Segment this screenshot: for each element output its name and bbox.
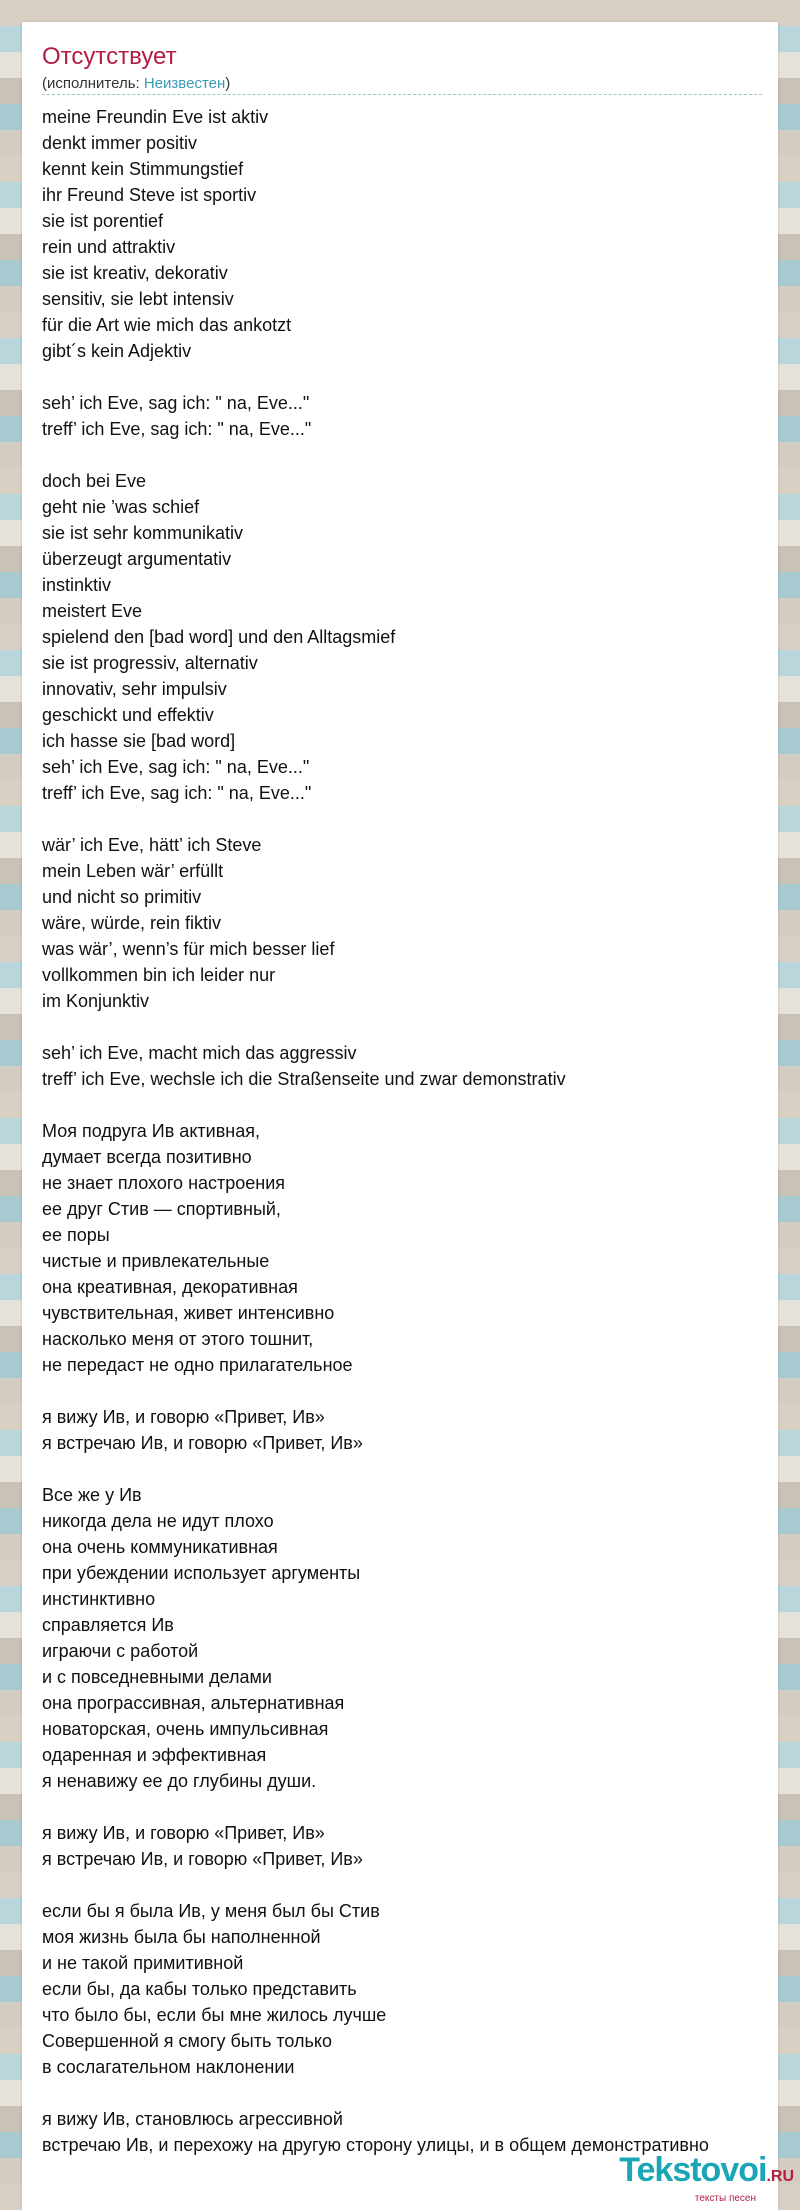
lyric-line: одаренная и эффективная	[42, 1745, 267, 1765]
lyrics-stanza	[42, 1898, 767, 2080]
lyric-line: rein und attraktiv	[42, 237, 176, 257]
lyric-line: instinktiv	[42, 575, 112, 595]
lyric-line: играючи с работой	[42, 1641, 199, 1661]
lyric-line: geschickt und effektiv	[42, 705, 214, 725]
lyric-line: при убеждении использует аргументы	[42, 1563, 361, 1583]
logo-brand-name: Tekstovoi	[619, 2151, 767, 2189]
title-divider	[42, 94, 762, 95]
lyric-line: meistert Eve	[42, 601, 143, 621]
lyric-line: я встречаю Ив, и говорю «Привет, Ив»	[42, 1433, 363, 1453]
lyric-line: überzeugt argumentativ	[42, 549, 232, 569]
lyric-line: не знает плохого настроения	[42, 1173, 286, 1193]
lyric-line: ее поры	[42, 1225, 110, 1245]
lyrics-body	[42, 104, 767, 2184]
lyric-line: geht nie ’was schief	[42, 497, 200, 517]
lyric-line: was wär’, wenn’s für mich besser lief	[42, 939, 335, 959]
lyric-line: sie ist sehr kommunikativ	[42, 523, 244, 543]
lyrics-stanza	[42, 1482, 767, 1794]
lyric-line: новаторская, очень импульсивная	[42, 1719, 329, 1739]
lyric-line: в сослагательном наклонении	[42, 2057, 295, 2077]
lyric-line: wär’ ich Eve, hätt’ ich Steve	[42, 835, 262, 855]
lyric-line: я вижу Ив, и говорю «Привет, Ив»	[42, 1823, 325, 1843]
lyric-line: ich hasse sie [bad word]	[42, 731, 236, 751]
lyrics-stanza	[42, 468, 767, 806]
lyric-line: не передаст не одно прилагательное	[42, 1355, 353, 1375]
lyric-line: никогда дела не идут плохо	[42, 1511, 274, 1531]
lyric-line: vollkommen bin ich leider nur	[42, 965, 276, 985]
lyric-line: ihr Freund Steve ist sportiv	[42, 185, 257, 205]
artist-prefix: (исполнитель:	[42, 75, 144, 92]
lyric-line: если бы я была Ив, у меня был бы Стив	[42, 1901, 380, 1921]
site-logo[interactable]	[619, 2153, 794, 2204]
logo-tld: .RU	[766, 2168, 794, 2185]
lyric-line: инстинктивно	[42, 1589, 156, 1609]
lyric-line: sensitiv, sie lebt intensiv	[42, 289, 234, 309]
lyric-line: чувствительная, живет интенсивно	[42, 1303, 335, 1323]
lyric-line: kennt kein Stimmungstief	[42, 159, 244, 179]
lyric-line: seh’ ich Eve, sag ich: " na, Eve..."	[42, 757, 310, 777]
lyric-line: Совершенной я смогу быть только	[42, 2031, 332, 2051]
lyric-line: doch bei Eve	[42, 471, 147, 491]
lyric-line: она очень коммуникативная	[42, 1537, 278, 1557]
lyric-line: я ненавижу ее до глубины души.	[42, 1771, 317, 1791]
lyric-line: я вижу Ив, и говорю «Привет, Ив»	[42, 1407, 325, 1427]
lyric-line: seh’ ich Eve, macht mich das aggressiv	[42, 1043, 357, 1063]
lyric-line: spielend den [bad word] und den Alltagsmief	[42, 627, 396, 647]
lyrics-stanza	[42, 104, 767, 364]
logo-tagline: тексты песен	[694, 2193, 756, 2204]
lyric-line: справляется Ив	[42, 1615, 174, 1635]
lyric-line: и не такой примитивной	[42, 1953, 244, 1973]
lyric-line: sie ist porentief	[42, 211, 164, 231]
lyric-line: im Konjunktiv	[42, 991, 150, 1011]
lyric-line: что было бы, если бы мне жилось лучше	[42, 2005, 387, 2025]
artist-line	[42, 74, 230, 94]
lyric-line: Моя подруга Ив активная,	[42, 1121, 260, 1141]
lyric-line: она креативная, декоративная	[42, 1277, 298, 1297]
lyrics-stanza	[42, 1118, 767, 1378]
artist-suffix: )	[225, 75, 231, 92]
lyric-line: ее друг Стив — спортивный,	[42, 1199, 281, 1219]
lyrics-stanza	[42, 1040, 767, 1092]
logo-brand	[619, 2153, 794, 2194]
lyric-line: Все же у Ив	[42, 1485, 142, 1505]
lyric-line: чистые и привлекательные	[42, 1251, 270, 1271]
lyric-line: встречаю Ив, и перехожу на другую сторону улицы, и в общем демонстративно	[42, 2135, 709, 2155]
lyric-line: она програссивная, альтернативная	[42, 1693, 345, 1713]
lyric-line: sie ist progressiv, alternativ	[42, 653, 258, 673]
lyric-line: если бы, да кабы только представить	[42, 1979, 357, 1999]
artist-link[interactable]: Неизвестен	[143, 75, 226, 92]
lyric-line: treff’ ich Eve, sag ich: " na, Eve..."	[42, 783, 312, 803]
lyric-line: gibt´s kein Adjektiv	[42, 341, 192, 361]
lyric-line: meine Freundin Eve ist aktiv	[42, 107, 269, 127]
lyric-line: denkt immer positiv	[42, 133, 198, 153]
lyric-line: моя жизнь была бы наполненной	[42, 1927, 321, 1947]
lyrics-stanza	[42, 1404, 767, 1456]
lyrics-stanza	[42, 1820, 767, 1872]
lyric-line: innovativ, sehr impulsiv	[42, 679, 227, 699]
lyric-line: seh’ ich Eve, sag ich: " na, Eve..."	[42, 393, 310, 413]
lyrics-card	[22, 22, 778, 2210]
lyric-line: я вижу Ив, становлюсь агрессивной	[42, 2109, 343, 2129]
lyrics-stanza	[42, 390, 767, 442]
lyric-line: и с повседневными делами	[42, 1667, 272, 1687]
lyric-line: думает всегда позитивно	[42, 1147, 252, 1167]
lyric-line: treff’ ich Eve, wechsle ich die Straßenseite und zwar demonstrativ	[42, 1069, 566, 1089]
lyric-line: und nicht so primitiv	[42, 887, 202, 907]
lyric-line: wäre, würde, rein fiktiv	[42, 913, 222, 933]
lyric-line: treff’ ich Eve, sag ich: " na, Eve..."	[42, 419, 312, 439]
lyric-line: насколько меня от этого тошнит,	[42, 1329, 314, 1349]
song-title: Отсутствует	[42, 43, 177, 70]
lyric-line: sie ist kreativ, dekorativ	[42, 263, 228, 283]
lyric-line: für die Art wie mich das ankotzt	[42, 315, 292, 335]
lyrics-stanza	[42, 832, 767, 1014]
lyric-line: mein Leben wär’ erfüllt	[42, 861, 224, 881]
lyric-line: я встречаю Ив, и говорю «Привет, Ив»	[42, 1849, 363, 1869]
